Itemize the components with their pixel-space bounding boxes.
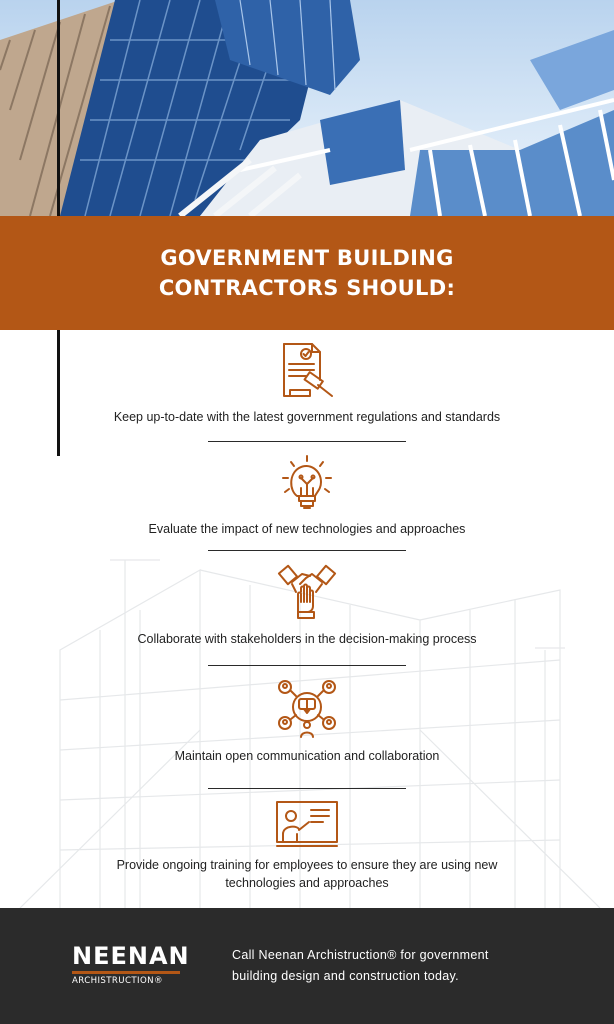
- list-item: [0, 677, 614, 765]
- divider: [208, 550, 406, 551]
- presentation-training-icon: [275, 800, 339, 850]
- logo-subtitle: ARCHISTRUCTION®: [72, 976, 163, 986]
- logo-accent-bar: [72, 971, 180, 974]
- lightbulb-circuit-icon: [277, 452, 337, 514]
- communication-network-icon: [275, 677, 339, 741]
- title-line-2: CONTRACTORS SHOULD:: [158, 276, 456, 300]
- logo-word: NEENAN: [72, 942, 190, 970]
- title-band: [0, 216, 614, 330]
- item-text: Collaborate with stakeholders in the decision-making process: [137, 632, 477, 646]
- document-gavel-icon: [276, 340, 338, 402]
- divider: [208, 788, 406, 789]
- item-text: Keep up-to-date with the latest government regulations and standards: [113, 410, 501, 424]
- divider: [208, 665, 406, 666]
- title-line-1: GOVERNMENT BUILDING: [160, 246, 454, 270]
- list-item: [0, 800, 614, 892]
- list-item: [0, 562, 614, 648]
- footer-cta-text: Call Neenan Archistruction® for government building design and construction today.: [232, 948, 489, 983]
- hero-building-image: [0, 0, 614, 216]
- page-title: [159, 243, 455, 303]
- divider: [208, 441, 406, 442]
- item-text: Provide ongoing training for employees to ensure they are using new technologies and approaches: [116, 858, 498, 890]
- list-item: [0, 452, 614, 538]
- hands-collaboration-icon: [276, 562, 338, 624]
- item-text: Evaluate the impact of new technologies and approaches: [148, 522, 466, 536]
- neenan-logo: [72, 944, 190, 986]
- item-text: Maintain open communication and collaboration: [174, 749, 440, 763]
- list-item: [0, 340, 614, 426]
